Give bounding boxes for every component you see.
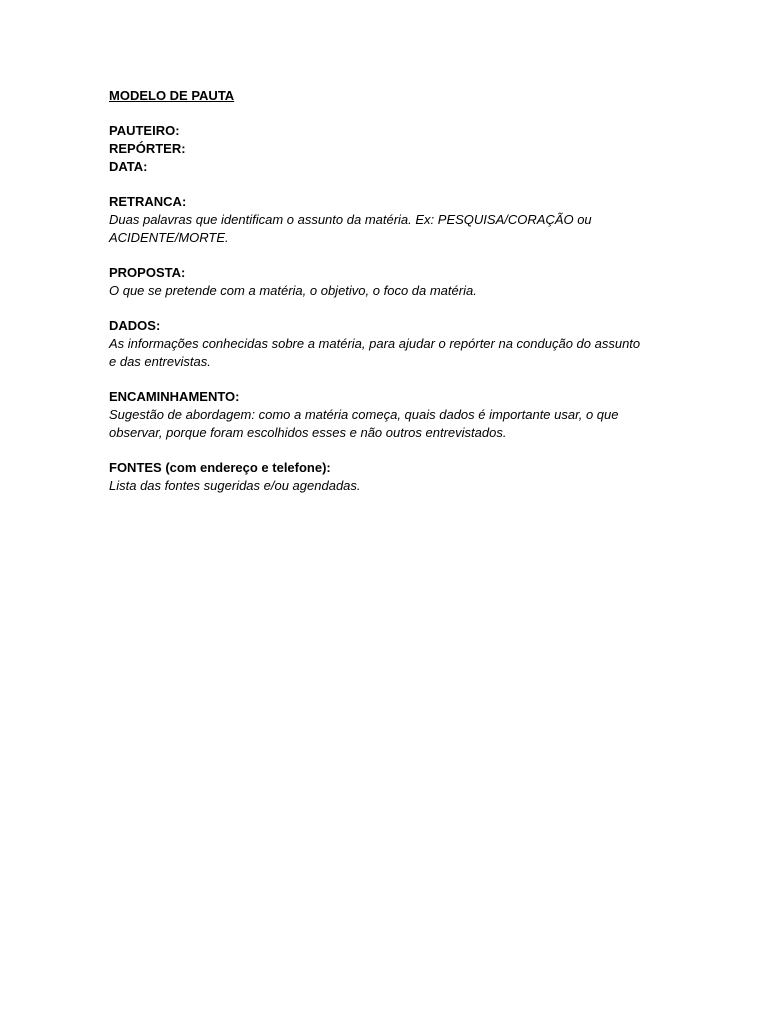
section-label: PROPOSTA: (109, 265, 186, 280)
section-proposta (109, 264, 649, 300)
section-label: RETRANCA: (109, 194, 187, 209)
section-encaminhamento (109, 388, 649, 442)
field-reporter: REPÓRTER: (109, 141, 186, 156)
section-dados (109, 317, 649, 371)
field-pauteiro: PAUTEIRO: (109, 123, 180, 138)
section-description: Lista das fontes sugeridas e/ou agendadas. (109, 478, 361, 493)
section-description: Sugestão de abordagem: como a matéria começa, quais dados é importante usar, o que observar, porque foram escolhidos esses e não outros entrevistados. (109, 407, 619, 440)
section-description: O que se pretende com a matéria, o objetivo, o foco da matéria. (109, 283, 477, 298)
section-label: FONTES (com endereço e telefone): (109, 460, 331, 475)
header-fields (109, 122, 649, 176)
section-description: Duas palavras que identificam o assunto da matéria. Ex: PESQUISA/CORAÇÃO ou ACIDENTE/MORTE. (109, 212, 592, 245)
section-description: As informações conhecidas sobre a matéria, para ajudar o repórter na condução do assunto e das entrevistas. (109, 336, 641, 369)
section-label: ENCAMINHAMENTO: (109, 389, 240, 404)
section-fontes (109, 459, 649, 495)
section-label: DADOS: (109, 318, 161, 333)
document-content (109, 87, 649, 495)
document-title: MODELO DE PAUTA (109, 88, 235, 103)
section-retranca (109, 193, 649, 247)
field-data: DATA: (109, 159, 148, 174)
